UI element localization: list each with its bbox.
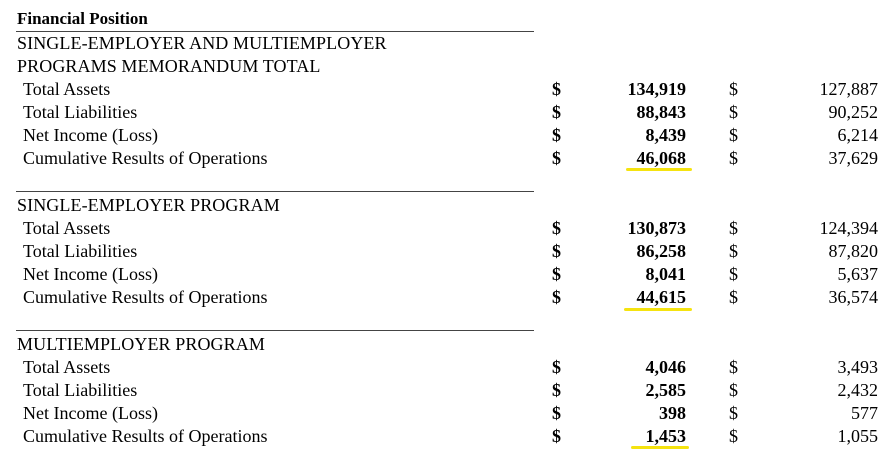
section-heading-line: SINGLE-EMPLOYER AND MULTIEMPLOYER (17, 33, 387, 53)
row-label: Net Income (Loss) (23, 125, 158, 145)
row-label: Cumulative Results of Operations (23, 148, 268, 168)
table-row (0, 124, 886, 147)
table-row (0, 147, 886, 170)
currency-symbol: $ (552, 264, 561, 284)
table-row (0, 240, 886, 263)
current-year-value: 130,873 (627, 218, 686, 238)
currency-symbol: $ (552, 287, 561, 307)
prior-year-value: 90,252 (828, 102, 878, 122)
currency-symbol: $ (552, 148, 561, 168)
current-year-value: 88,843 (636, 102, 686, 122)
currency-symbol: $ (729, 241, 738, 261)
currency-symbol: $ (729, 380, 738, 400)
currency-symbol: $ (729, 125, 738, 145)
row-label: Total Liabilities (23, 102, 138, 122)
prior-year-value: 1,055 (837, 426, 878, 446)
prior-year-value: 6,214 (837, 125, 878, 145)
currency-symbol: $ (552, 79, 561, 99)
prior-year-value: 577 (851, 403, 878, 423)
current-year-value: 86,258 (636, 241, 686, 261)
current-year-value: 134,919 (627, 79, 686, 99)
currency-symbol: $ (552, 403, 561, 423)
table-title: Financial Position (17, 9, 148, 28)
current-year-value: 4,046 (645, 357, 686, 377)
table-row (0, 425, 886, 448)
current-year-value: 8,439 (645, 125, 686, 145)
currency-symbol: $ (552, 102, 561, 122)
current-year-value: 1,453 (645, 426, 686, 446)
currency-symbol: $ (729, 426, 738, 446)
currency-symbol: $ (552, 357, 561, 377)
current-year-value: 2,585 (645, 380, 686, 400)
table-row (0, 356, 886, 379)
currency-symbol: $ (552, 218, 561, 238)
currency-symbol: $ (729, 287, 738, 307)
highlight-underline (626, 168, 692, 171)
row-label: Total Liabilities (23, 241, 138, 261)
section-divider (16, 330, 534, 331)
table-row (0, 379, 886, 402)
prior-year-value: 3,493 (837, 357, 878, 377)
row-label: Cumulative Results of Operations (23, 287, 268, 307)
section-heading-line: MULTIEMPLOYER PROGRAM (17, 334, 265, 354)
currency-symbol: $ (729, 218, 738, 238)
row-label: Net Income (Loss) (23, 264, 158, 284)
row-label: Total Liabilities (23, 380, 138, 400)
section-heading-line: PROGRAMS MEMORANDUM TOTAL (17, 56, 321, 76)
row-label: Total Assets (23, 357, 111, 377)
prior-year-value: 2,432 (837, 380, 878, 400)
prior-year-value: 5,637 (837, 264, 878, 284)
row-label: Net Income (Loss) (23, 403, 158, 423)
current-year-value: 46,068 (636, 148, 686, 168)
section-divider (16, 191, 534, 192)
table-row (0, 263, 886, 286)
currency-symbol: $ (729, 264, 738, 284)
prior-year-value: 127,887 (819, 79, 878, 99)
currency-symbol: $ (729, 79, 738, 99)
currency-symbol: $ (729, 148, 738, 168)
currency-symbol: $ (552, 380, 561, 400)
currency-symbol: $ (729, 102, 738, 122)
row-label: Total Assets (23, 218, 111, 238)
table-row (0, 402, 886, 425)
table-row (0, 286, 886, 309)
table-row (0, 101, 886, 124)
currency-symbol: $ (552, 125, 561, 145)
highlight-underline (631, 446, 689, 449)
prior-year-value: 36,574 (828, 287, 878, 307)
current-year-value: 398 (659, 403, 686, 423)
currency-symbol: $ (552, 426, 561, 446)
row-label: Total Assets (23, 79, 111, 99)
prior-year-value: 37,629 (828, 148, 878, 168)
current-year-value: 8,041 (645, 264, 686, 284)
table-row (0, 217, 886, 240)
prior-year-value: 124,394 (819, 218, 878, 238)
prior-year-value: 87,820 (828, 241, 878, 261)
currency-symbol: $ (729, 403, 738, 423)
table-row (0, 78, 886, 101)
currency-symbol: $ (729, 357, 738, 377)
currency-symbol: $ (552, 241, 561, 261)
section-heading-line: SINGLE-EMPLOYER PROGRAM (17, 195, 280, 215)
row-label: Cumulative Results of Operations (23, 426, 268, 446)
current-year-value: 44,615 (636, 287, 686, 307)
highlight-underline (624, 308, 692, 311)
